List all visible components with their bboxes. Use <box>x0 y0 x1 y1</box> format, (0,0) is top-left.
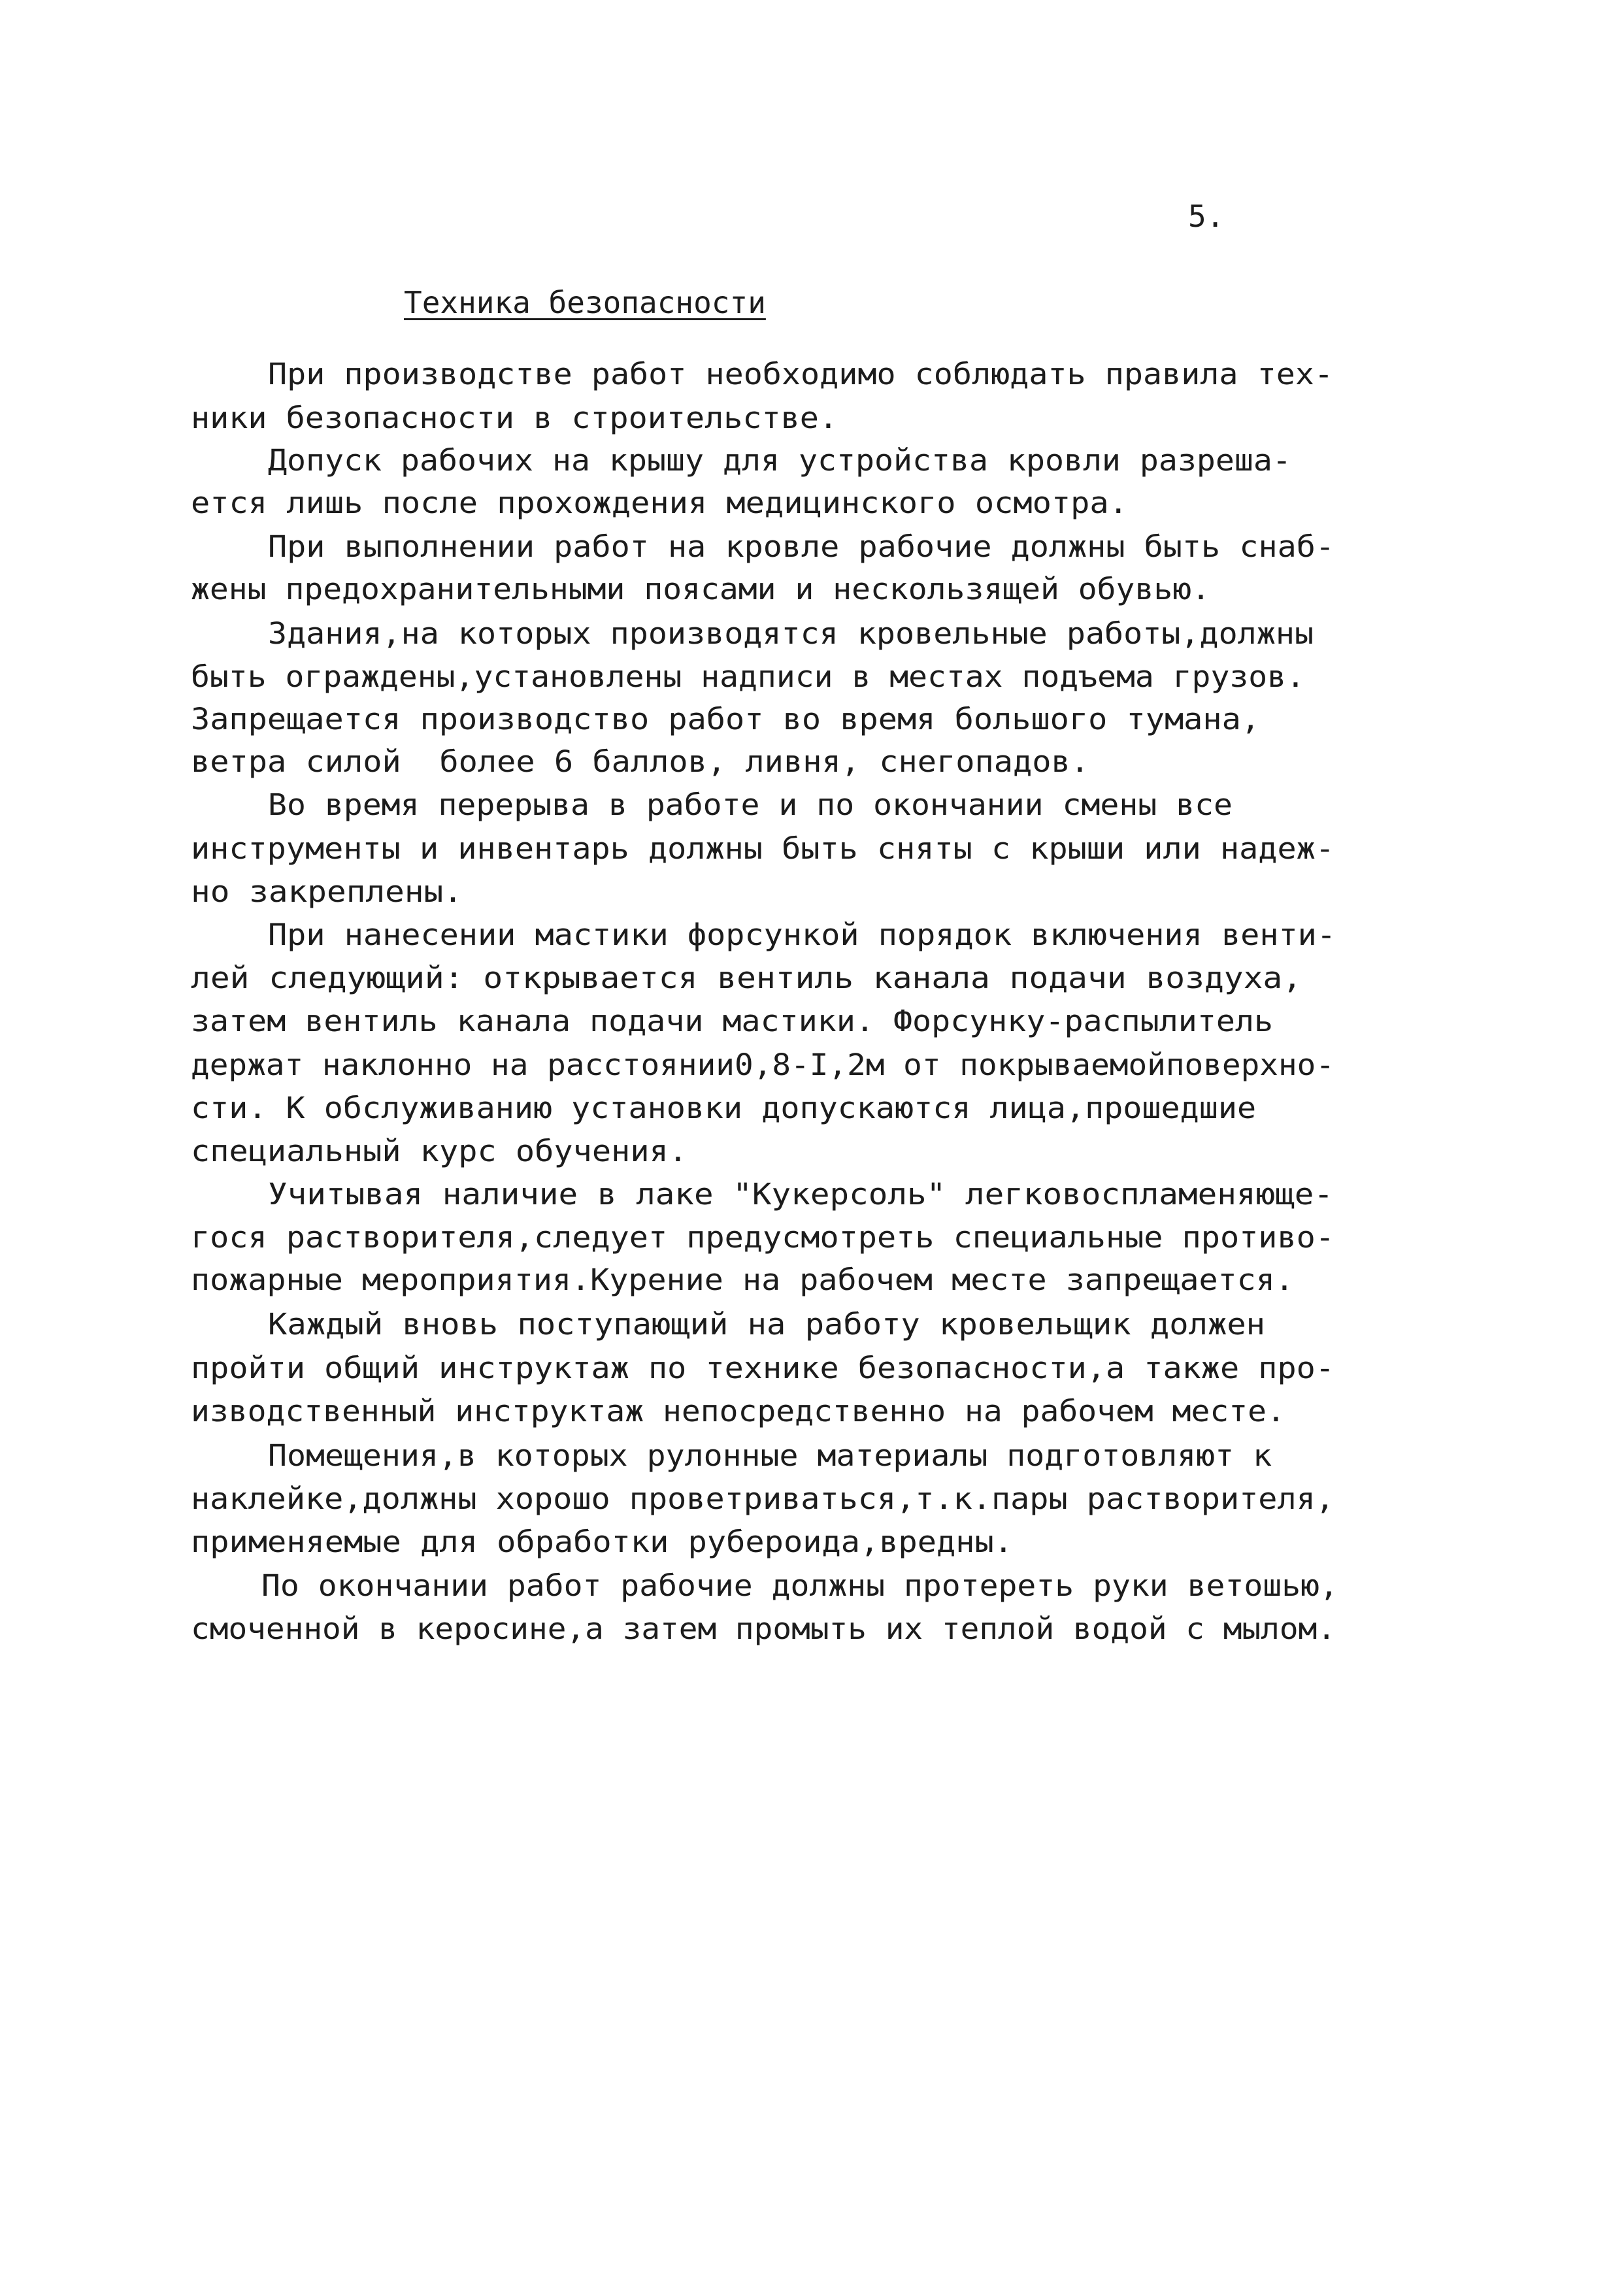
text-line: инструменты и инвентарь должны быть сняты с крыши или надеж- <box>191 831 1334 866</box>
text-line: сти. К обслуживанию установки допускаются лица,прошедшие <box>191 1091 1257 1125</box>
text-line: ветра силой более 6 баллов, ливня, снегопадов. <box>191 744 1090 779</box>
text-line: При производстве работ необходимо соблюдать правила тех- <box>268 357 1334 391</box>
text-line: При выполнении работ на кровле рабочие должны быть снаб- <box>268 529 1335 564</box>
text-line: изводственный инструктаж непосредственно на рабочем месте. <box>191 1394 1285 1428</box>
text-line: Помещения,в которых рулонные материалы подготовляют к <box>268 1438 1272 1473</box>
text-line: Запрещается производство работ во время большого тумана, <box>191 702 1261 736</box>
text-line: специальный курс обучения. <box>191 1134 688 1168</box>
text-line: Во время перерыва в работе и по окончании смены все <box>268 787 1233 822</box>
text-line: При нанесении мастики форсункой порядок включения венти- <box>268 917 1336 952</box>
text-line: Каждый вновь поступающий на работу кровельщик должен <box>268 1307 1266 1342</box>
text-line: гося растворителя,следует предусмотреть специальные противо- <box>191 1220 1334 1255</box>
section-heading: Техника безопасности <box>404 285 766 320</box>
text-line: смоченной в керосине,а затем промыть их теплой водой с мылом. <box>191 1611 1336 1646</box>
text-line: пройти общий инструктаж по технике безопасности,а также про- <box>191 1351 1334 1385</box>
text-line: Здания,на которых производятся кровельные работы,должны <box>268 616 1314 651</box>
text-line: ники безопасности в строительстве. <box>191 401 838 435</box>
text-line: держат наклонно на расстоянии0,8-I,2м от покрываемойповерхно- <box>191 1048 1335 1082</box>
text-line: Учитывая наличие в лаке "Кукерсоль" легковоспламеняюще- <box>268 1177 1334 1212</box>
text-line: применяемые для обработки рубероида,вредны. <box>191 1525 1014 1559</box>
text-line: Допуск рабочих на крышу для устройства кровли разреша- <box>268 443 1291 478</box>
text-line: жены предохранительными поясами и нескользящей обувью. <box>191 572 1211 606</box>
text-line: лей следующий: открывается вентиль канала подачи воздуха, <box>191 961 1302 995</box>
text-line: ется лишь после прохождения медицинского осмотра. <box>191 486 1128 520</box>
page-number: 5. <box>1188 199 1225 234</box>
text-line: затем вентиль канала подачи мастики. Форсунку-распылитель <box>191 1004 1274 1038</box>
text-line: По окончании работ рабочие должны протереть руки ветошью, <box>261 1568 1338 1603</box>
text-line: быть ограждены,установлены надписи в местах подъема грузов. <box>191 659 1305 694</box>
text-line: но закреплены. <box>191 874 463 909</box>
text-line: наклейке,должны хорошо проветриваться,т.к.пары растворителя, <box>191 1481 1334 1516</box>
text-line: пожарные мероприятия.Курение на рабочем месте запрещается. <box>191 1262 1294 1297</box>
